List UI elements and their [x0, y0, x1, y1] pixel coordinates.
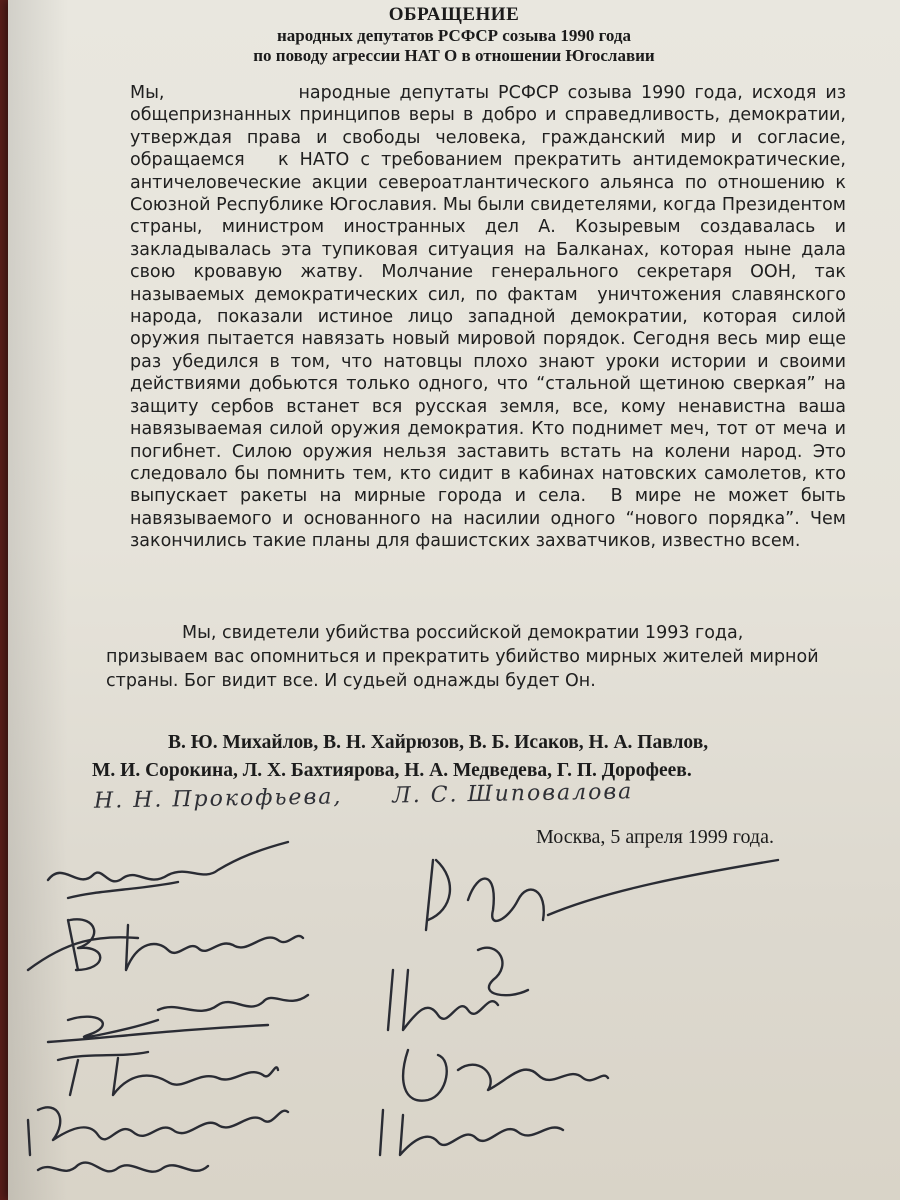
signature-7: [426, 860, 778, 930]
signature-4: [58, 1052, 278, 1095]
signature-3: [48, 995, 308, 1042]
signature-9: [403, 1050, 608, 1101]
signature-6: [38, 1163, 208, 1172]
paragraph-1-text: Мы, народные депутаты РСФСР созыва 1990 года, исходя из общепризнанных принципов веры в добро и справедливость, демократии, утверждая права и свободы человека, гражданский мир и согласие, обращаемся к НАТО с требованием прекратить антидемократические, античеловеческие акции североатлантического альянса по отношению к Союзной Республике Югославия. Мы были свидетелями, когда Президентом страны, министром иностранных дел А. Козыревым создавалась и закладывалась эта тупиковая ситуация на Балканах, которая ныне дала свою кровавую жатву. Молчание генерального секретаря ООН, так называемых демократических сил, по фактам уничтожения славянского народа, показали истиное лицо западной демократии, которая силой оружия пытается навязать новый мировой порядок. Сегодня весь мир еще раз убедился в том, что натовцы плохо знают уроки истории и своими действиями добьются только одного, что “стальной щетиною сверкая” на защиту сербов встанет вся русская земля, все, кому ненавистна ваша навязываемая силой оружия демократия. Кто поднимет меч, тот от меча и погибнет. Силою оружия нельзя заставить встать на колени народ. Это следовало бы помнить тем, кто сидит в кабинах натовских самолетов, кто выпускает ракеты на мирные города и села. В мире не может быть навязываемого и основанного на насилии одного “нового порядка”. Чем закончились такие планы для фашистских захватчиков, известно всем.: [130, 83, 852, 552]
handwritten-signatures: [8, 820, 900, 1200]
handwritten-names: [94, 779, 634, 813]
place-and-date: Москва, 5 апреля 1999 года.: [536, 826, 774, 848]
spacer: [342, 802, 392, 803]
handwritten-name-2: Л. С. Шиповалова: [392, 779, 634, 809]
document-subtitle-1: народных депутатов РСФСР созыва 1990 года: [277, 26, 631, 45]
appeal-paragraph-2: [106, 621, 846, 693]
document-sheet: [8, 0, 900, 1200]
appeal-paragraph-1: [130, 82, 852, 553]
signature-8: [388, 948, 528, 1030]
document-title: ОБРАЩЕНИЕ: [388, 4, 520, 25]
paragraph-2-text: Мы, свидетели убийства российской демократии 1993 года, призываем вас опомниться и прекратить убийство мирных жителей мирной страны. Бог видит все. И судьей однажды будет Он.: [106, 623, 819, 691]
signature-2: [28, 919, 303, 970]
signature-5: [28, 1107, 288, 1155]
handwritten-name-1: Н. Н. Прокофьева,: [93, 784, 343, 814]
signers-line-2: М. И. Сорокина, Л. Х. Бахтиярова, Н. А. Медведева, Г. П. Дорофеев.: [92, 760, 692, 781]
signature-10: [380, 1110, 563, 1155]
signers-line-1: В. Ю. Михайлов, В. Н. Хайрюзов, В. Б. Исаков, Н. А. Павлов,: [168, 732, 709, 753]
document-subtitle-2: по поводу агрессии НАТ О в отношении Югославии: [253, 46, 655, 65]
signature-1: [48, 842, 288, 898]
